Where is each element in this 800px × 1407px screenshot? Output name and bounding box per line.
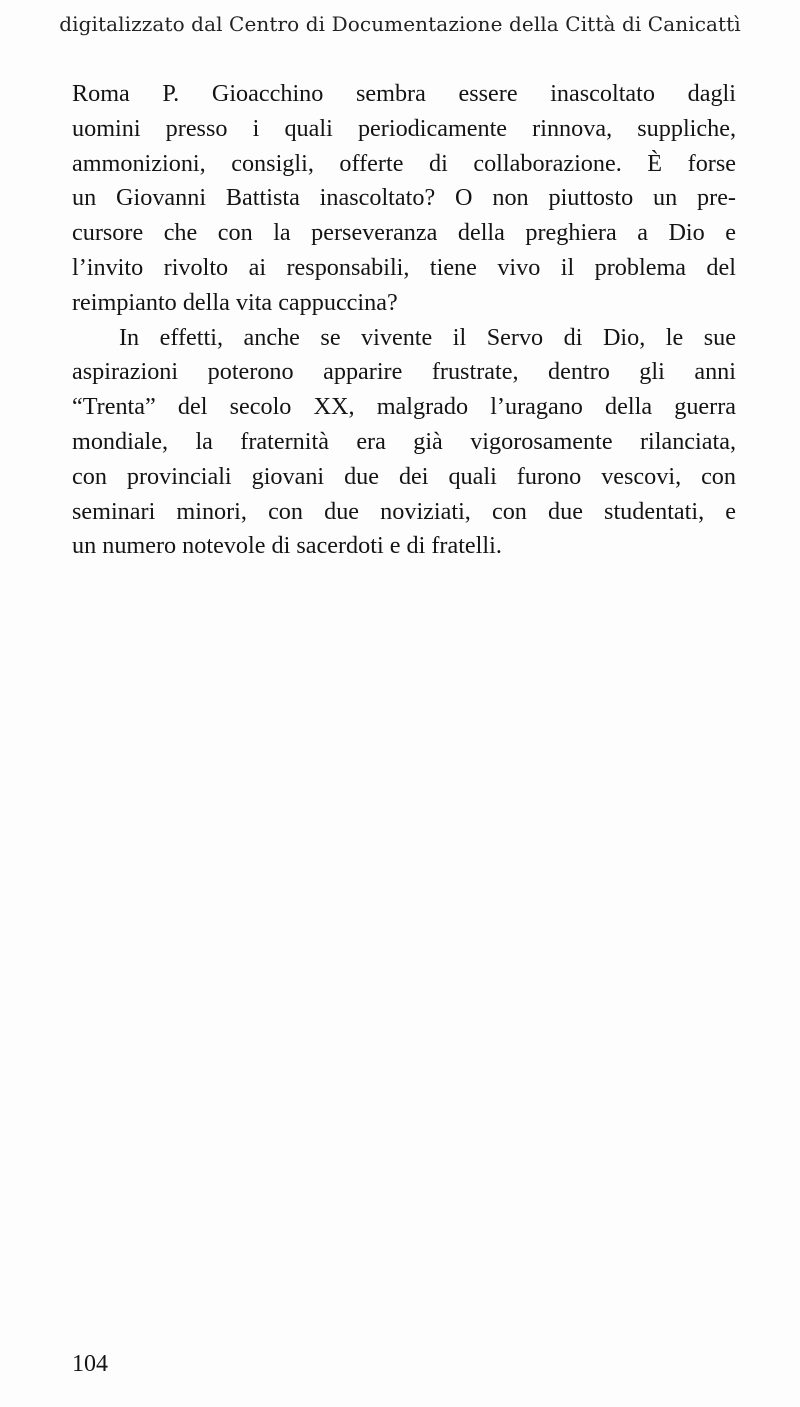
page-number: 104 bbox=[72, 1351, 108, 1377]
text-line: ammonizioni, consigli, offerte di collaborazione. È forse bbox=[72, 149, 736, 177]
text-line: seminari minori, con due noviziati, con due studentati, e bbox=[72, 497, 736, 525]
text-line: “Trenta” del secolo XX, malgrado l’uragano della guerra bbox=[72, 393, 736, 421]
text-line: Roma P. Gioacchino sembra essere inascoltato dagli bbox=[72, 80, 736, 107]
paragraph-2 bbox=[72, 321, 736, 565]
digitization-watermark: digitalizzato dal Centro di Documentazione della Città di Canicattì bbox=[59, 12, 741, 36]
text-line: cursore che con la perseveranza della preghiera a Dio e bbox=[72, 219, 736, 247]
text-line: reimpianto della vita cappuccina? bbox=[72, 288, 398, 316]
paragraph-1 bbox=[72, 77, 736, 321]
body-text bbox=[72, 77, 736, 564]
text-line: un numero notevole di sacerdoti e di fratelli. bbox=[72, 532, 502, 560]
text-line: l’invito rivolto ai responsabili, tiene vivo il problema del bbox=[72, 253, 736, 281]
text-line: In effetti, anche se vivente il Servo di Dio, le sue bbox=[119, 323, 736, 351]
text-line: uomini presso i quali periodicamente rinnova, suppliche, bbox=[72, 114, 736, 142]
text-line: mondiale, la fraternità era già vigorosamente rilanciata, bbox=[72, 427, 736, 455]
text-line: con provinciali giovani due dei quali furono vescovi, con bbox=[72, 462, 736, 490]
text-line: aspirazioni poterono apparire frustrate, dentro gli anni bbox=[72, 358, 736, 386]
text-line: un Giovanni Battista inascoltato? O non piuttosto un pre- bbox=[72, 184, 736, 212]
